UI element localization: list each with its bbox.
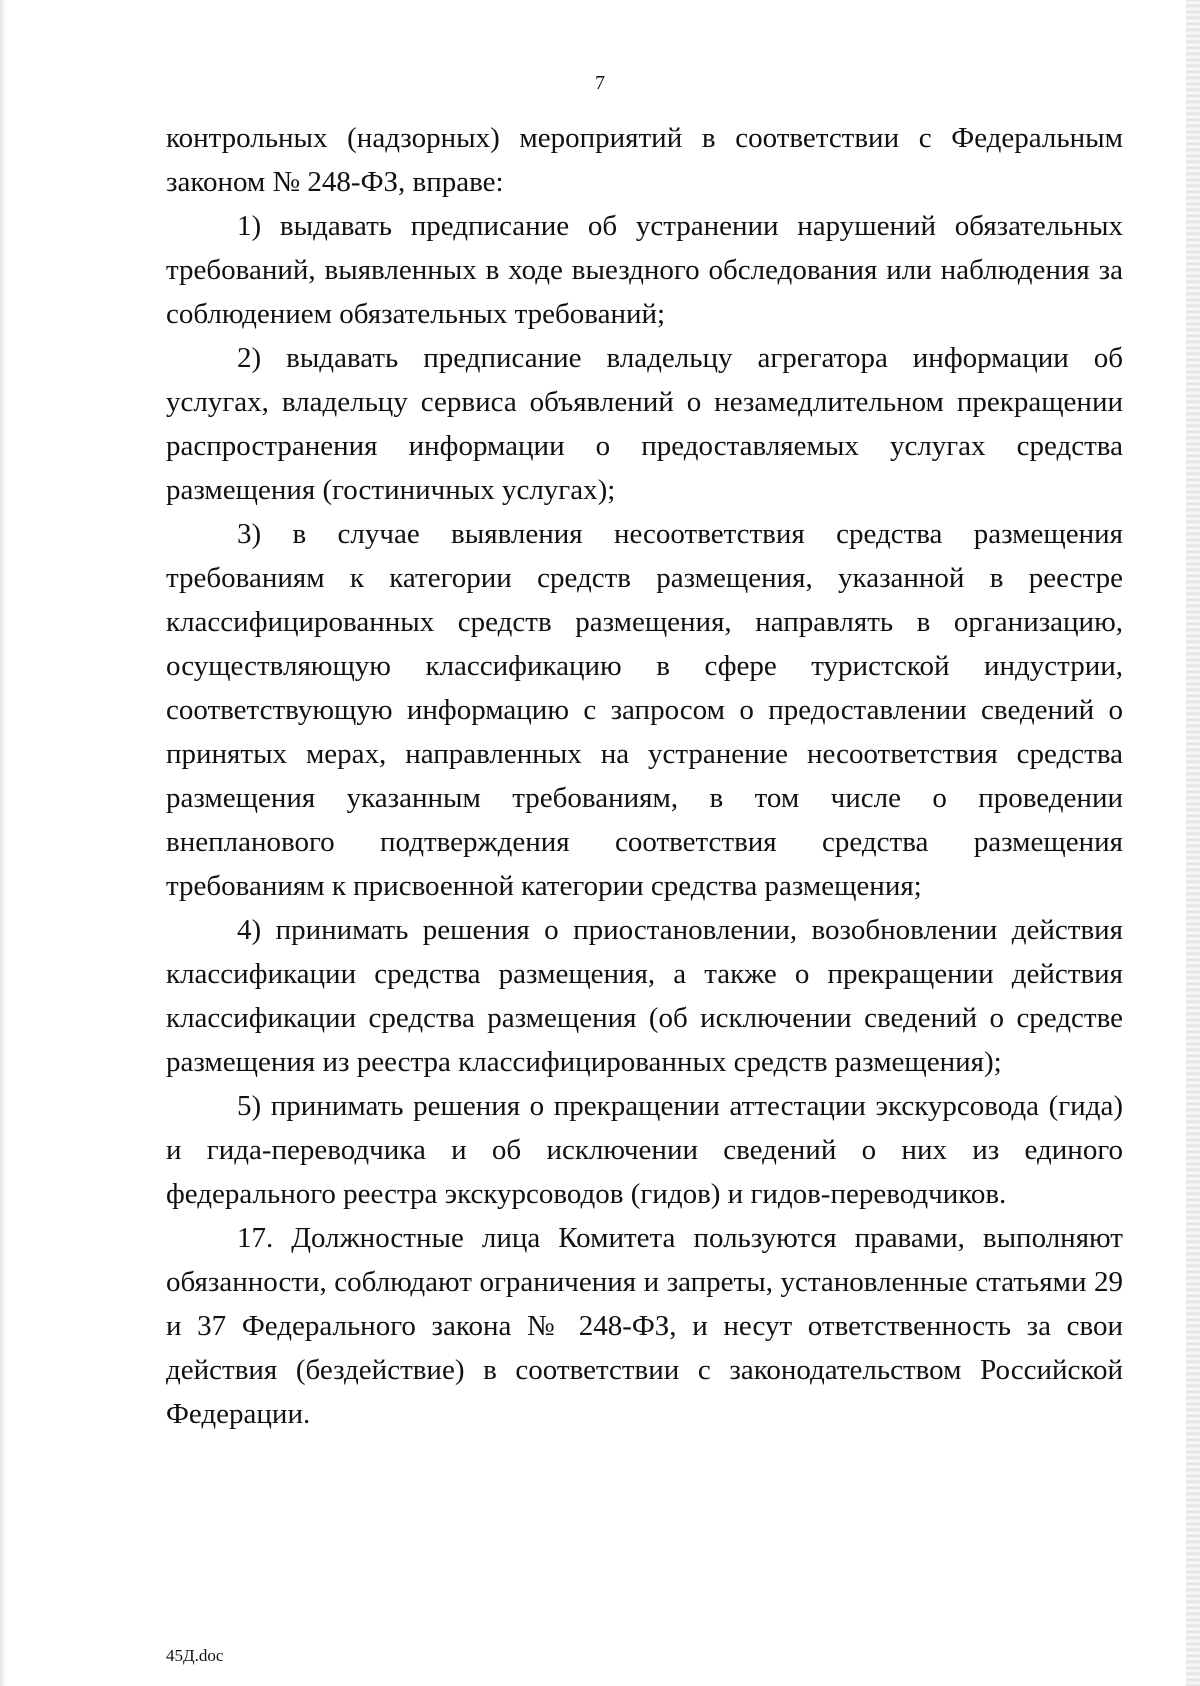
paragraph-section-17: 17. Должностные лица Комитета пользуются правами, выполняют обязанности, соблюдают ограничения и запреты, установленные статьями 29 и 37 Федерального закона № 248-ФЗ, и несут ответственность за свои действия (бездействие) в соответствии с законодательством Российской Федерации. bbox=[166, 1222, 1123, 1430]
paragraph-item-3: 3) в случае выявления несоответствия средства размещения требованиям к категории средств размещения, указанной в реестре классифицированных средств размещения, направлять в организацию, осуществляющую классификацию в сфере туристской индустрии, соответствующую информацию с запросом о предоставлении сведений о принятых мерах, направленных на устранение несоответствия средства размещения указанным требованиям, в том числе о проведении внепланового подтверждения соответствия средства размещения требованиям к присвоенной категории средства размещения; bbox=[166, 518, 1123, 902]
document-body bbox=[166, 116, 1123, 1436]
paragraph-item-5: 5) принимать решения о прекращении аттестации экскурсовода (гида) и гида-переводчика и об исключении сведений о них из единого федерального реестра экскурсоводов (гидов) и гидов-переводчиков. bbox=[166, 1090, 1123, 1210]
scan-edge-right bbox=[1186, 0, 1200, 1686]
paragraph-item-4: 4) принимать решения о приостановлении, возобновлении действия классификации средства размещения, а также о прекращении действия классификации средства размещения (об исключении сведений о средстве размещения из реестра классифицированных средств размещения); bbox=[166, 914, 1123, 1078]
scan-edge-left bbox=[0, 0, 6, 1686]
paragraph-continuation: контрольных (надзорных) мероприятий в соответствии с Федеральным законом № 248-ФЗ, вправе: bbox=[166, 122, 1123, 198]
paragraph-item-1: 1) выдавать предписание об устранении нарушений обязательных требований, выявленных в ходе выездного обследования или наблюдения за соблюдением обязательных требований; bbox=[166, 210, 1123, 330]
paragraph-item-2: 2) выдавать предписание владельцу агрегатора информации об услугах, владельцу сервиса объявлений о незамедлительном прекращении распространения информации о предоставляемых услугах средства размещения (гостиничных услугах); bbox=[166, 342, 1123, 506]
page-number: 7 bbox=[595, 72, 605, 94]
footer-filename: 45Д.doc bbox=[166, 1646, 224, 1665]
